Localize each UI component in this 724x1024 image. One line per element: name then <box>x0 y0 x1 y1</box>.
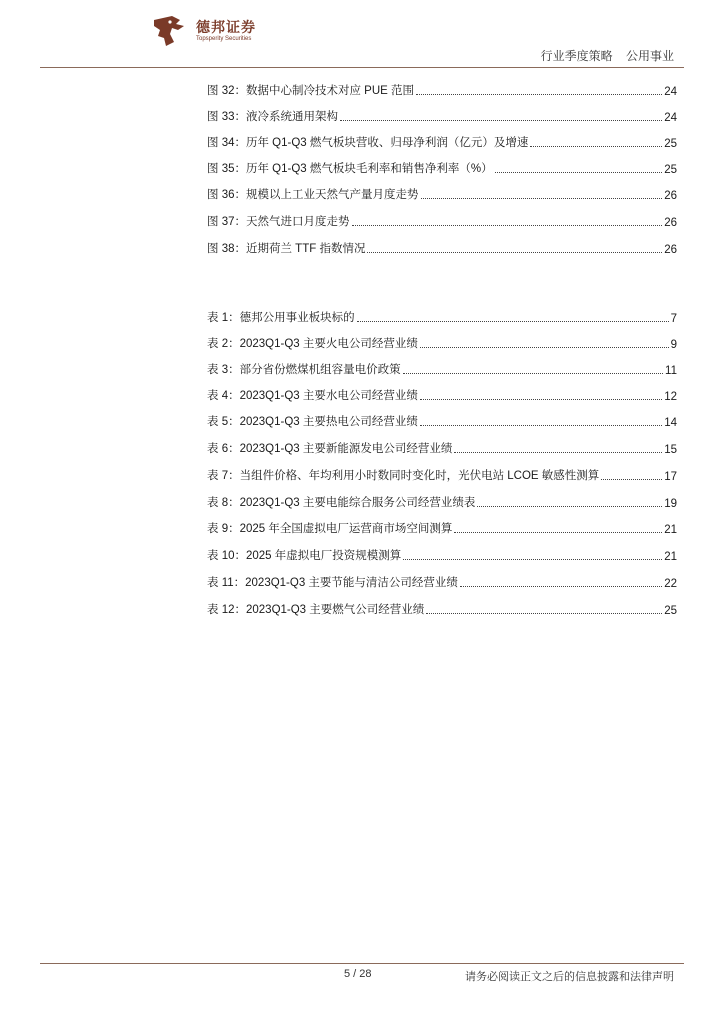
logo-text-en: Topsperity Securities <box>196 36 252 42</box>
toc-leader-dots <box>477 505 662 507</box>
toc-table-8[interactable] <box>207 492 677 510</box>
toc-table-11[interactable] <box>207 572 677 590</box>
toc-page-number: 19 <box>664 498 677 510</box>
toc-entry-label: 表 5：2023Q1-Q3 主要热电公司经营业绩 <box>207 416 418 428</box>
header-category <box>531 47 674 64</box>
toc-entry-label: 表 10：2025 年虚拟电厂投资规模测算 <box>207 550 402 562</box>
toc-page-number: 26 <box>664 217 677 229</box>
logo-text-cn: 德邦证券 <box>196 19 256 35</box>
toc-figure-34[interactable] <box>207 132 677 150</box>
header-divider <box>40 67 684 68</box>
legal-disclaimer: 请务必阅读正文之后的信息披露和法律声明 <box>465 971 674 983</box>
page-number: 5 / 28 <box>344 968 372 980</box>
toc-leader-dots <box>454 531 662 533</box>
toc-table-2[interactable] <box>207 333 677 351</box>
toc-page-number: 24 <box>664 86 677 98</box>
toc-leader-dots <box>352 224 663 226</box>
toc-page-number: 26 <box>664 190 677 202</box>
toc-leader-dots <box>403 558 662 560</box>
toc-page-number: 12 <box>664 391 677 403</box>
toc-entry-label: 图 32：数据中心制冷技术对应 PUE 范围 <box>207 85 415 97</box>
toc-table-9[interactable] <box>207 518 677 536</box>
toc-page-number: 11 <box>665 365 677 377</box>
toc-entry-label: 图 34：历年 Q1-Q3 燃气板块营收、归母净利润（亿元）及增速 <box>207 137 529 149</box>
toc-entry-label: 表 3：部分省份燃煤机组容量电价政策 <box>207 364 401 376</box>
toc-page-number: 21 <box>664 551 677 563</box>
sector-name: 公用事业 <box>625 49 674 63</box>
toc-leader-dots <box>340 119 662 121</box>
toc-table-7[interactable] <box>207 465 677 483</box>
toc-page-number: 25 <box>664 138 677 150</box>
toc-entry-label: 图 37：天然气进口月度走势 <box>207 216 350 228</box>
toc-leader-dots <box>367 251 662 253</box>
toc-table-5[interactable] <box>207 411 677 429</box>
toc-page-number: 24 <box>664 112 677 124</box>
toc-page-number: 7 <box>670 313 677 325</box>
toc-figure-38[interactable] <box>207 238 677 256</box>
toc-table-4[interactable] <box>207 385 677 403</box>
toc-entry-label: 表 2：2023Q1-Q3 主要火电公司经营业绩 <box>207 338 418 350</box>
toc-figure-36[interactable] <box>207 184 677 202</box>
toc-page-number: 17 <box>664 471 677 483</box>
toc-leader-dots <box>530 145 662 147</box>
toc-entry-label: 图 33：液冷系统通用架构 <box>207 111 338 123</box>
toc-figure-37[interactable] <box>207 211 677 229</box>
report-type: 行业季度策略 <box>540 49 613 63</box>
toc-page-number: 15 <box>664 444 677 456</box>
toc-page-number: 26 <box>664 244 677 256</box>
dragon-logo-icon <box>150 14 192 48</box>
toc-entry-label: 图 36：规模以上工业天然气产量月度走势 <box>207 189 419 201</box>
toc-page-number: 25 <box>664 605 677 617</box>
company-logo <box>150 14 260 48</box>
toc-table-3[interactable] <box>207 359 677 377</box>
toc-page-number: 9 <box>670 339 677 351</box>
toc-table-12[interactable] <box>207 599 677 617</box>
toc-leader-dots <box>416 93 662 95</box>
toc-entry-label: 表 12：2023Q1-Q3 主要燃气公司经营业绩 <box>207 604 425 616</box>
toc-entry-label: 图 35：历年 Q1-Q3 燃气板块毛利率和销售净利率（%） <box>207 163 493 175</box>
toc-figure-32[interactable] <box>207 80 677 98</box>
toc-entry-label: 表 8：2023Q1-Q3 主要电能综合服务公司经营业绩表 <box>207 497 476 509</box>
toc-leader-dots <box>357 320 669 322</box>
toc-entry-label: 表 4：2023Q1-Q3 主要水电公司经营业绩 <box>207 390 418 402</box>
toc-leader-dots <box>420 398 662 400</box>
toc-table-10[interactable] <box>207 545 677 563</box>
toc-leader-dots <box>420 346 669 348</box>
toc-leader-dots <box>601 478 662 480</box>
toc-leader-dots <box>421 197 663 199</box>
toc-entry-label: 表 9：2025 年全国虚拟电厂运营商市场空间测算 <box>207 523 453 535</box>
toc-table-6[interactable] <box>207 438 677 456</box>
toc-entry-label: 表 6：2023Q1-Q3 主要新能源发电公司经营业绩 <box>207 443 453 455</box>
toc-page-number: 21 <box>664 524 677 536</box>
toc-entry-label: 表 11：2023Q1-Q3 主要节能与清洁公司经营业绩 <box>207 577 458 589</box>
toc-leader-dots <box>460 585 662 587</box>
toc-leader-dots <box>426 612 662 614</box>
toc-entry-label: 表 1：德邦公用事业板块标的 <box>207 312 355 324</box>
toc-leader-dots <box>420 424 662 426</box>
toc-entry-label: 表 7：当组件价格、年均利用小时数同时变化时，光伏电站 LCOE 敏感性测算 <box>207 470 600 482</box>
toc-table-1[interactable] <box>207 307 677 325</box>
toc-figure-35[interactable] <box>207 158 677 176</box>
toc-figure-33[interactable] <box>207 106 677 124</box>
toc-page-number: 22 <box>664 578 677 590</box>
toc-leader-dots <box>495 171 663 173</box>
toc-page-number: 14 <box>664 417 677 429</box>
toc-entry-label: 图 38：近期荷兰 TTF 指数情况 <box>207 243 366 255</box>
toc-leader-dots <box>403 372 663 374</box>
toc-page-number: 25 <box>664 164 677 176</box>
footer-divider <box>40 963 684 964</box>
toc-leader-dots <box>454 451 662 453</box>
